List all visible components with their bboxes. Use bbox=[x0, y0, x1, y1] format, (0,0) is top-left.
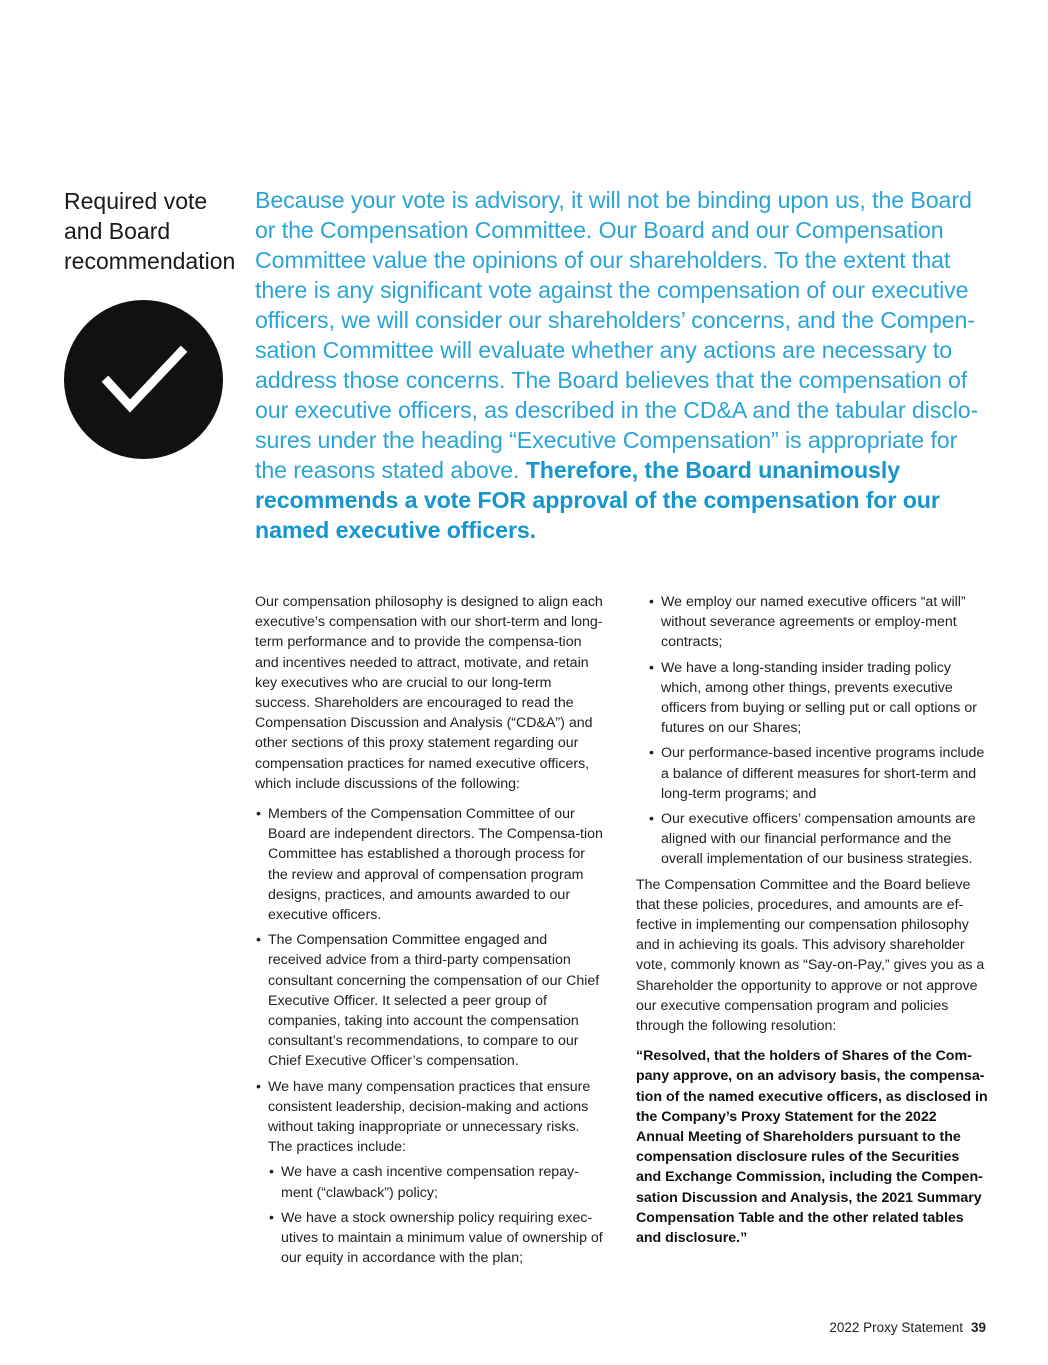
policies-list bbox=[636, 592, 988, 870]
list-item bbox=[255, 1077, 603, 1269]
sub-list-item: • We have a cash incentive compensation repay-ment (“clawback”) policy; bbox=[268, 1162, 603, 1202]
intro-paragraph: Our compensation philosophy is designed to align each executive’s compensation with our short-term and long-term performance and to provide the compensa-tion and incentives needed to attract, motivate, and retain key executives who are crucial to our long-term success. Shareholders are encouraged to read the Compensation Discussion and Analysis (“CD&A”) and other sections of this proxy statement regarding our compensation practices for named executive officers, which include discussions of the following: bbox=[255, 594, 603, 792]
recommendation-text bbox=[255, 185, 985, 545]
left-column bbox=[255, 592, 603, 1274]
check-circle-icon bbox=[64, 300, 223, 459]
resolution-text: “Resolved, that the holders of Shares of the Com-pany approve, on an advisory basis, the compensa-tion of the named executive officers, as disclosed in the Company’s Proxy Statement for the 2022 Annual Meeting of Shareholders pursuant to the compensation disclosure rules of the Securities and Exchange Commission, including the Compen-sation Discussion and Analysis, the 2021 Summary Compensation Table and the other related tables and disclosure.” bbox=[636, 1048, 988, 1247]
page-number: 39 bbox=[970, 1320, 986, 1335]
list-item-text: We have many compensation practices that ensure consistent leadership, decision-making and actions without taking inappropriate or unnecessary risks. The practices include: bbox=[268, 1078, 591, 1156]
practices-list bbox=[255, 804, 603, 1268]
section-label-line: recommendation bbox=[64, 248, 236, 274]
list-item: • Our executive officers’ compensation amounts are aligned with our financial performance and the overall implementation of our business strategies. bbox=[636, 809, 988, 870]
section-label-line: and Board bbox=[64, 218, 171, 244]
section-label-line: Required vote bbox=[64, 188, 208, 214]
recommendation-body: Because your vote is advisory, it will not be binding upon us, the Board or the Compensation Committee. Our Board and our Compensation Committee value the opinions of our shareholders. To the extent that there is any significant vote against the compensation of our executive officers, we will consider our shareholders’ concerns, and the Compen-sation Committee will evaluate whether any actions are necessary to address those concerns. The Board believes that the compensation of our executive officers, as described in the CD&A and the tabular disclo-sures under the heading “Executive Compensation” is appropriate for the reasons stated above. bbox=[255, 187, 979, 483]
right-column bbox=[636, 592, 988, 1258]
list-item: • We have a long-standing insider trading policy which, among other things, prevents executive officers from buying or selling put or call options or futures on our Shares; bbox=[636, 658, 988, 739]
say-on-pay-paragraph: The Compensation Committee and the Board believe that these policies, procedures, and amounts are ef-fective in implementing our compensation philosophy and in achieving its goals. This advisory shareholder vote, commonly known as “Say-on-Pay,” gives you as a Shareholder the opportunity to approve or not approve our executive compensation program and policies through the following resolution: bbox=[636, 876, 985, 1035]
page-footer bbox=[829, 1320, 986, 1335]
list-item: • Our performance-based incentive programs include a balance of different measures for short-term and long-term programs; and bbox=[636, 743, 988, 804]
sub-practices-list bbox=[268, 1162, 603, 1268]
footer-title: 2022 Proxy Statement bbox=[829, 1320, 963, 1335]
sub-list-item: • We have a stock ownership policy requiring exec-utives to maintain a minimum value of ownership of our equity in accordance with the plan; bbox=[268, 1208, 603, 1269]
list-item: • The Compensation Committee engaged and received advice from a third-party compensation consultant concerning the compensation of our Chief Executive Officer. It selected a peer group of companies, taking into account the compensation consultant’s recommendations, to compare to our Chief Executive Officer’s compensation. bbox=[255, 930, 603, 1071]
list-item: • We employ our named executive officers “at will” without severance agreements or employ-ment contracts; bbox=[636, 592, 988, 653]
section-label bbox=[64, 186, 244, 276]
recommendation-bold: Therefore, the Board unanimously recommends a vote FOR approval of the compensation for our named executive officers. bbox=[255, 457, 940, 543]
list-item: • Members of the Compensation Committee of our Board are independent directors. The Compensa-tion Committee has established a thorough process for the review and approval of compensation program designs, practices, and amounts awarded to our executive officers. bbox=[255, 804, 603, 925]
checkmark-icon bbox=[64, 300, 223, 459]
